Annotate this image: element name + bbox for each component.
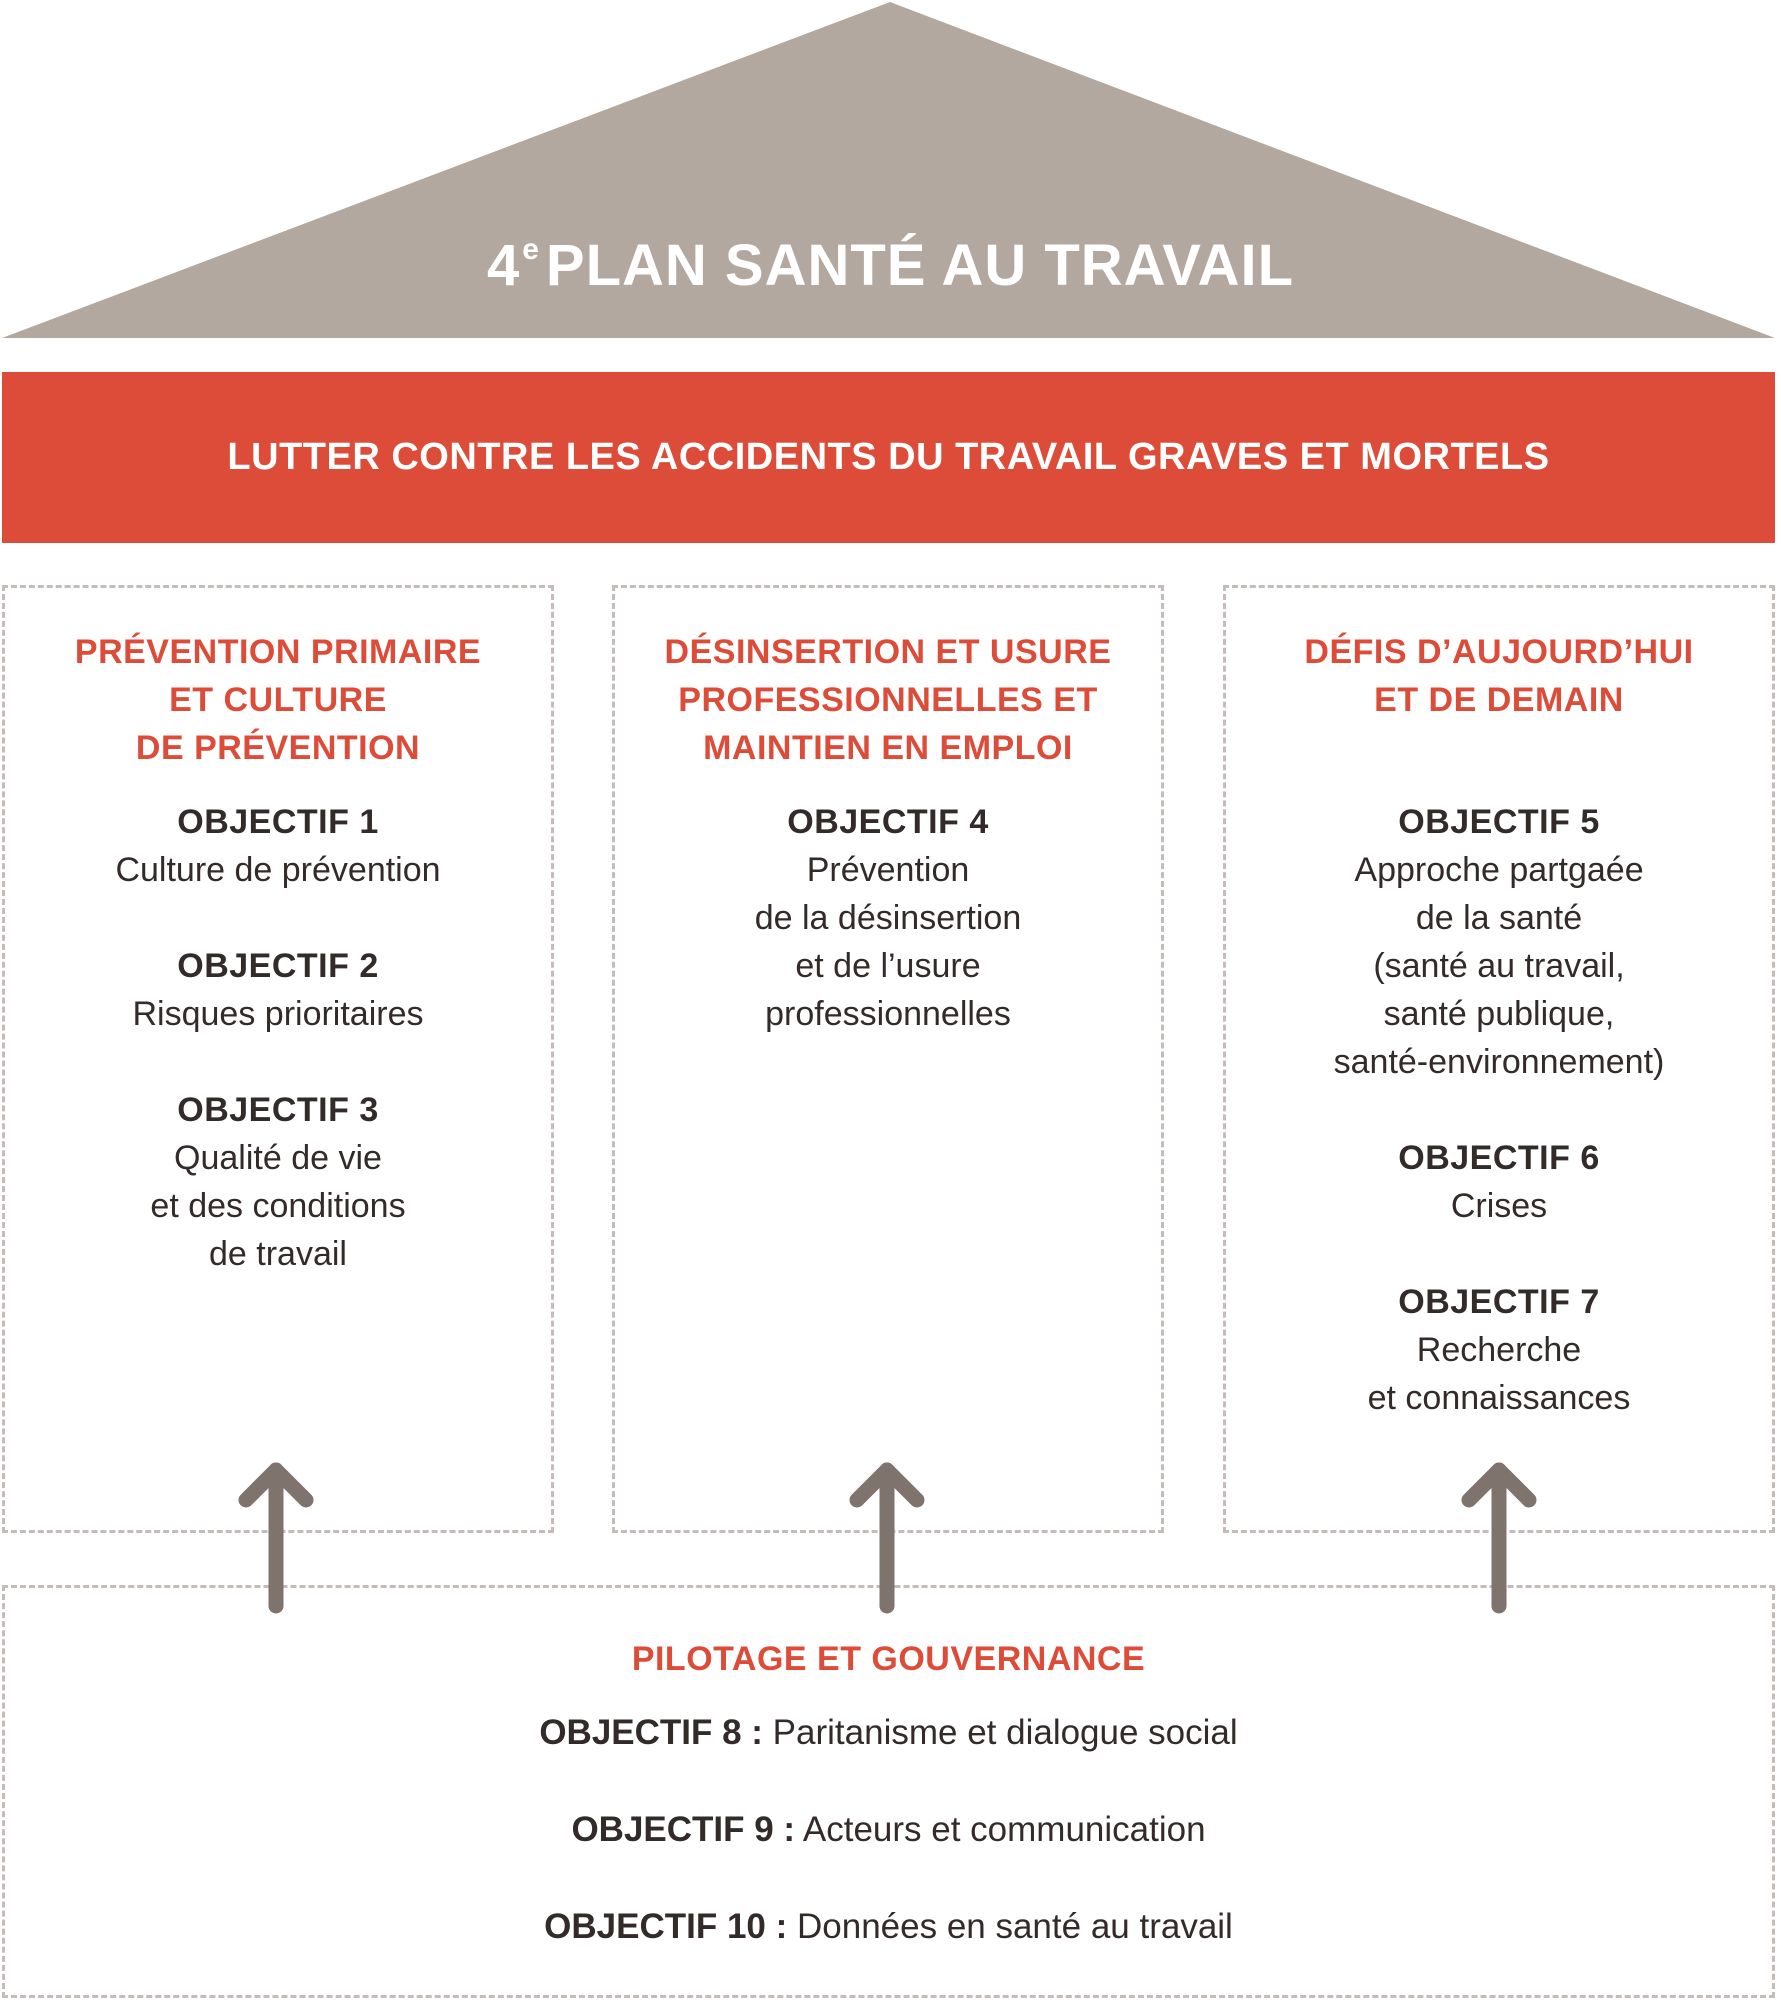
plan-title-text: PLAN SANTÉ AU TRAVAIL xyxy=(545,233,1295,298)
objective-4 xyxy=(615,798,1161,1038)
objective-10 xyxy=(5,1907,1772,1947)
objective-label: OBJECTIF 5 xyxy=(1398,803,1600,841)
objective-label: OBJECTIF 7 xyxy=(1398,1283,1600,1321)
pillar-title: DÉFIS D’AUJOURD’HUI ET DE DEMAIN xyxy=(1304,633,1694,719)
plan-title xyxy=(0,232,1781,299)
objective-text: Acteurs et communication xyxy=(795,1810,1206,1849)
pillar-desinsertion xyxy=(612,585,1164,1533)
objective-text: Recherche et connaissances xyxy=(1367,1331,1631,1417)
objective-3 xyxy=(5,1086,551,1278)
objective-label: OBJECTIF 1 xyxy=(177,803,379,841)
objective-9 xyxy=(5,1810,1772,1850)
objective-label: OBJECTIF 2 xyxy=(177,947,379,985)
objective-text: Prévention de la désinsertion et de l’usure professionnelles xyxy=(754,851,1022,1033)
pillar-defis xyxy=(1223,585,1775,1533)
objective-2 xyxy=(5,942,551,1038)
objective-5 xyxy=(1226,798,1772,1086)
objective-label: OBJECTIF 8 : xyxy=(539,1713,763,1752)
arrow-up-icon xyxy=(1459,1456,1539,1616)
objective-1 xyxy=(5,798,551,894)
pillar-title: DÉSINSERTION ET USURE PROFESSIONNELLES ET MAINTIEN EN EMPLOI xyxy=(664,633,1112,767)
objective-text: Crises xyxy=(1450,1187,1548,1225)
objective-text: Culture de prévention xyxy=(115,851,441,889)
objective-label: OBJECTIF 10 : xyxy=(544,1907,788,1946)
objective-label: OBJECTIF 4 xyxy=(787,803,989,841)
objective-text: Paritanisme et dialogue social xyxy=(762,1713,1238,1752)
pillar-title: PRÉVENTION PRIMAIRE ET CULTURE DE PRÉVENTION xyxy=(74,633,482,767)
objective-6 xyxy=(1226,1134,1772,1230)
arrow-up-icon xyxy=(847,1456,927,1616)
objective-text: Données en santé au travail xyxy=(787,1907,1233,1946)
objective-label: OBJECTIF 3 xyxy=(177,1091,379,1129)
objective-label: OBJECTIF 6 xyxy=(1398,1139,1600,1177)
objective-text: Risques prioritaires xyxy=(132,995,424,1033)
foundation-pilotage xyxy=(2,1585,1775,1998)
arrow-up-icon xyxy=(236,1456,316,1616)
objective-text: Qualité de vie et des conditions de travail xyxy=(150,1139,406,1273)
objective-8 xyxy=(5,1713,1772,1753)
objective-label: OBJECTIF 9 : xyxy=(571,1810,796,1849)
main-goal-text: LUTTER CONTRE LES ACCIDENTS DU TRAVAIL GRAVES ET MORTELS xyxy=(227,436,1550,478)
objective-7 xyxy=(1226,1278,1772,1422)
foundation-title: PILOTAGE ET GOUVERNANCE xyxy=(631,1640,1146,1678)
main-goal-band xyxy=(2,372,1775,543)
objective-text: Approche partgaée de la santé (santé au travail, santé publique, santé-environnement) xyxy=(1333,851,1665,1081)
pillar-prevention-primaire xyxy=(2,585,554,1533)
plan-number-superscript: e xyxy=(522,233,540,266)
plan-number: 4 xyxy=(486,233,521,298)
